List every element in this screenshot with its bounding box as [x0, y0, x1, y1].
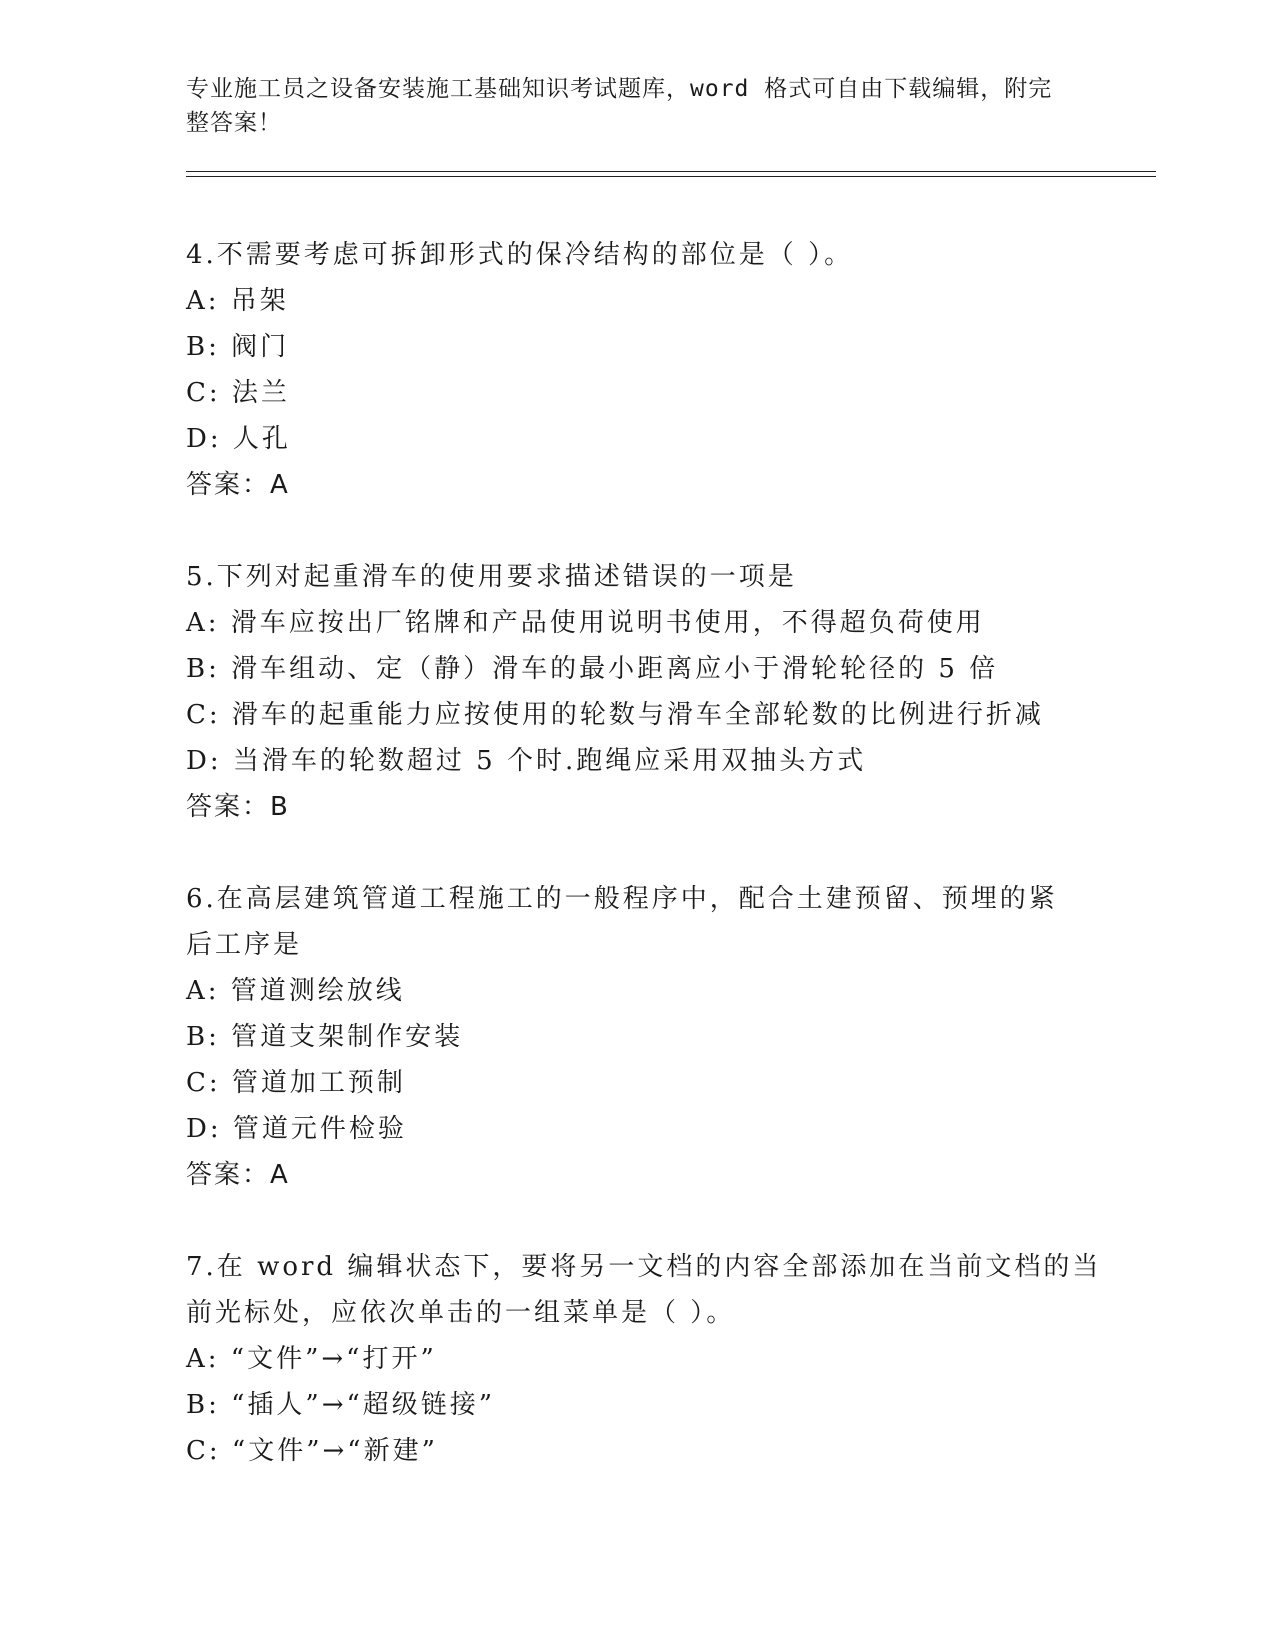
question-6: [186, 876, 1086, 1198]
question-stem-line-2: 后工序是: [186, 930, 303, 960]
answer-line: 答案：A: [186, 1160, 290, 1190]
header-rule-bottom: [186, 176, 1156, 177]
option-d: D: 当滑车的轮数超过 5 个时.跑绳应采用双抽头方式: [186, 746, 867, 776]
option-c: C: 管道加工预制: [186, 1068, 406, 1098]
header-line-2: 整答案！: [186, 110, 282, 136]
option-b: B: 管道支架制作安装: [186, 1022, 464, 1052]
option-a: A: 滑车应按出厂铭牌和产品使用说明书使用，不得超负荷使用: [186, 608, 985, 638]
header-rule-top: [186, 171, 1156, 172]
question-stem-line-2: 前光标处，应依次单击的一组菜单是（ ）。: [186, 1298, 736, 1328]
question-list: [186, 232, 1102, 1474]
question-5: [186, 554, 1086, 830]
option-c: C: “文件”→“新建”: [186, 1436, 438, 1466]
option-b: B: 阀门: [186, 332, 290, 362]
question-stem: 5.下列对起重滑车的使用要求描述错误的一项是: [186, 562, 797, 592]
question-stem-line-1: 7.在 word 编辑状态下，要将另一文档的内容全部添加在当前文档的当: [186, 1252, 1102, 1282]
question-4: [186, 232, 1086, 508]
option-c: C: 法兰: [186, 378, 290, 408]
option-d: D: 管道元件检验: [186, 1114, 407, 1144]
option-a: A: 管道测绘放线: [186, 976, 405, 1006]
question-7: [186, 1244, 1102, 1474]
option-b: B: “插人”→“超级链接”: [186, 1390, 496, 1420]
question-stem-line-1: 6.在高层建筑管道工程施工的一般程序中，配合土建预留、预埋的紧: [186, 884, 1058, 914]
answer-line: 答案：B: [186, 792, 290, 822]
document-header: [186, 72, 1056, 140]
option-d: D: 人孔: [186, 424, 291, 454]
option-b: B: 滑车组动、定（静）滑车的最小距离应小于滑轮轮径的 5 倍: [186, 654, 999, 684]
question-stem: 4.不需要考虑可拆卸形式的保冷结构的部位是（ ）。: [186, 240, 854, 270]
option-a: A: “文件”→“打开”: [186, 1344, 437, 1374]
option-a: A: 吊架: [186, 286, 289, 316]
header-line-1: 专业施工员之设备安装施工基础知识考试题库，word 格式可自由下载编辑，附完: [186, 76, 1053, 102]
answer-line: 答案：A: [186, 470, 290, 500]
option-c: C: 滑车的起重能力应按使用的轮数与滑车全部轮数的比例进行折减: [186, 700, 1044, 730]
